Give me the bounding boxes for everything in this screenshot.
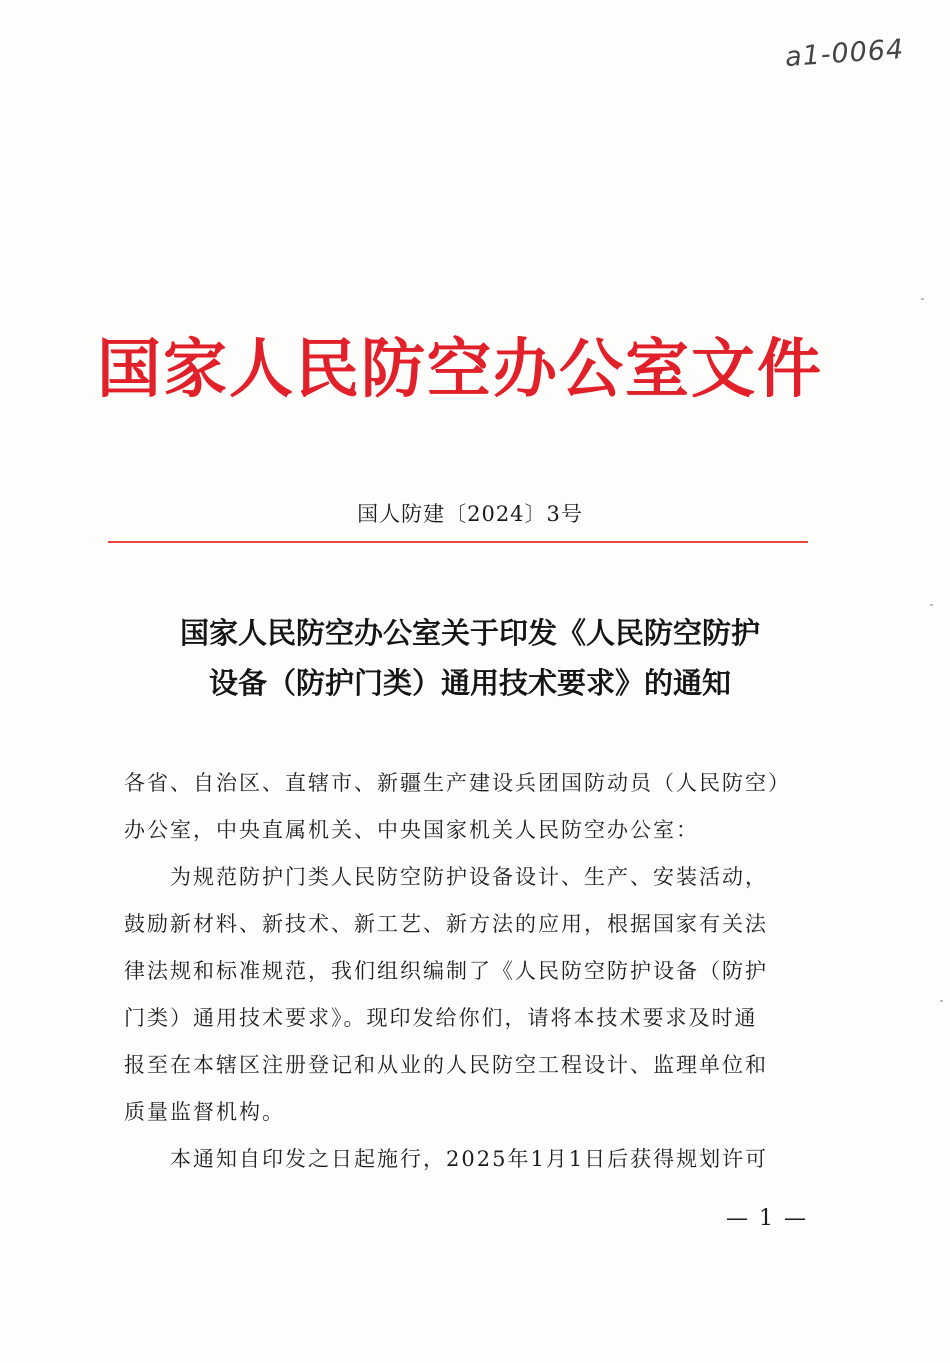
body-line: 质量监督机构。 bbox=[124, 1100, 285, 1124]
addressee-line: 各省、自治区、直辖市、新疆生产建设兵团国防动员（人民防空） bbox=[124, 771, 791, 795]
scan-speck bbox=[930, 604, 933, 606]
red-divider-line bbox=[108, 541, 808, 543]
scan-speck bbox=[940, 1000, 943, 1002]
scan-speck bbox=[921, 298, 924, 300]
notice-title-line: 国家人民防空办公室关于印发《人民防空防护 bbox=[179, 616, 760, 650]
issuer-title: 国家人民防空办公室文件 bbox=[97, 333, 823, 407]
body-line: 门类）通用技术要求》。现印发给你们，请将本技术要求及时通 bbox=[124, 1006, 758, 1030]
body-line: 为规范防护门类人民防空防护设备设计、生产、安装活动， bbox=[170, 865, 768, 889]
body-line: 律法规和标准规范，我们组织编制了《人民防空防护设备（防护 bbox=[124, 959, 768, 983]
document-number: 国人防建〔2024〕3号 bbox=[357, 502, 583, 526]
handwritten-archive-number: a1-0064 bbox=[783, 33, 905, 74]
notice-title-line: 设备（防护门类）通用技术要求》的通知 bbox=[208, 666, 731, 700]
notice-body bbox=[124, 760, 814, 1183]
body-line: 本通知自印发之日起施行，2025年1月1日后获得规划许可 bbox=[170, 1147, 769, 1171]
body-line: 鼓励新材料、新技术、新工艺、新方法的应用，根据国家有关法 bbox=[124, 912, 768, 936]
addressee-line: 办公室，中央直属机关、中央国家机关人民防空办公室： bbox=[124, 818, 699, 842]
notice-title bbox=[100, 608, 840, 708]
body-line: 报至在本辖区注册登记和从业的人民防空工程设计、监理单位和 bbox=[124, 1053, 768, 1077]
page-number: — 1 — bbox=[726, 1206, 808, 1231]
